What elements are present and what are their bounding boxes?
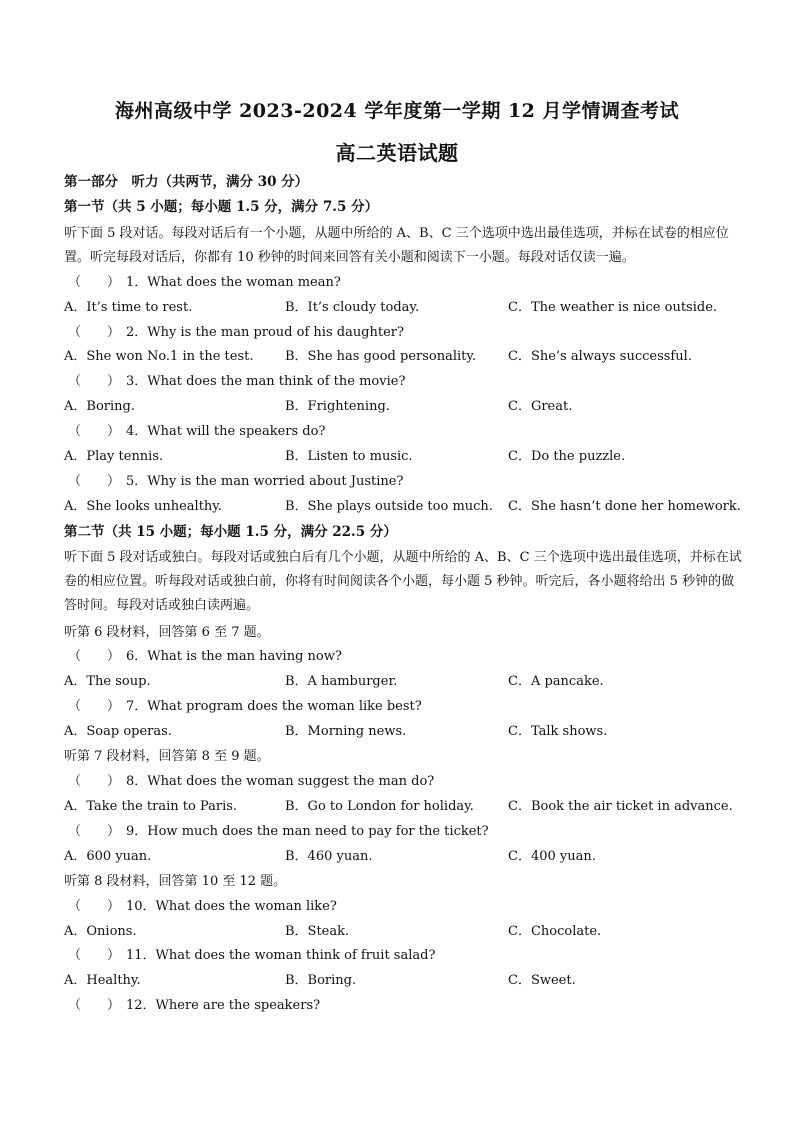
option-b: B．Steak. [285, 924, 350, 939]
option-a: A．Play tennis. [64, 449, 164, 464]
question-text: 4．What will the speakers do? [126, 424, 326, 439]
option-c: C．A pancake. [508, 674, 604, 689]
question-5 [68, 473, 403, 491]
option-a: A．The soup. [64, 674, 151, 689]
question-8 [68, 773, 434, 791]
option-b: B．Listen to music. [285, 449, 413, 464]
option-c: C．Chocolate. [508, 924, 602, 939]
answer-blank[interactable]: （ ） [68, 424, 121, 439]
option-b: B．A hamburger. [285, 674, 398, 689]
question-4 [68, 423, 325, 441]
option-c: C．400 yuan. [508, 849, 596, 864]
section2-instructions: 听下面 5 段对话或独白。每段对话或独白后有几个小题，从题中所给的 A、B、C 三个选项中选出最佳选项，并标在试卷的相应位置。听每段对话或独白前，你将有时间阅读各个小题，每小题 5 秒钟。听完后，各小题将给出 5 秒钟的做答时间。每段对话或独白读两遍。 [64, 550, 742, 613]
option-c: C．Talk shows. [508, 724, 608, 739]
question-text: 10．What does the woman like? [126, 899, 337, 914]
exam-subtitle: 高二英语试题 [335, 141, 459, 165]
section1-heading: 第一节（共 5 小题；每小题 1.5 分，满分 7.5 分） [64, 199, 379, 215]
option-c: C．Great. [508, 399, 573, 414]
question-text: 1．What does the woman mean? [126, 275, 341, 290]
option-a: A．She looks unhealthy. [64, 499, 223, 514]
question-2 [68, 324, 404, 342]
option-c: C．The weather is nice outside. [508, 300, 718, 315]
option-b: B．It’s cloudy today. [285, 300, 420, 315]
question-7 [68, 698, 422, 716]
question-1 [68, 274, 341, 292]
option-b: B．Frightening. [285, 399, 390, 414]
question-text: 12．Where are the speakers? [126, 998, 321, 1013]
question-text: 3．What does the man think of the movie? [126, 374, 406, 389]
option-a: A．She won No.1 in the test. [64, 349, 254, 364]
question-text: 6．What is the man having now? [126, 649, 342, 664]
question-text: 9．How much does the man need to pay for the ticket? [126, 824, 489, 839]
material-8-note: 听第 8 段材料，回答第 10 至 12 题。 [64, 874, 287, 889]
section1-instructions: 听下面 5 段对话。每段对话后有一个小题，从题中所给的 A、B、C 三个选项中选出最佳选项，并标在试卷的相应位置。听完每段对话后，你都有 10 秒钟的时间来回答有关小题和阅读下一小题。每段对话仅读一遍。 [64, 226, 729, 265]
question-6 [68, 648, 342, 666]
question-text: 5．Why is the man worried about Justine? [126, 474, 404, 489]
option-c: C．She hasn’t done her homework. [508, 499, 741, 514]
option-a: A．600 yuan. [64, 849, 152, 864]
question-12 [68, 997, 320, 1015]
exam-title: 海州高级中学 2023-2024 学年度第一学期 12 月学情调查考试 [114, 100, 680, 122]
section2-heading: 第二节（共 15 小题；每小题 1.5 分，满分 22.5 分） [64, 524, 397, 540]
material-6-note: 听第 6 段材料，回答第 6 至 7 题。 [64, 625, 270, 640]
option-b: B．Morning news. [285, 724, 407, 739]
question-text: 7．What program does the woman like best? [126, 699, 422, 714]
option-b: B．Boring. [285, 973, 357, 988]
question-text: 8．What does the woman suggest the man do? [126, 774, 435, 789]
option-c: C．Book the air ticket in advance. [508, 799, 733, 814]
answer-blank[interactable]: （ ） [68, 899, 121, 914]
option-a: A．Onions. [64, 924, 137, 939]
answer-blank[interactable]: （ ） [68, 998, 121, 1013]
answer-blank[interactable]: （ ） [68, 325, 121, 340]
part1-heading: 第一部分 听力（共两节，满分 30 分） [64, 174, 309, 190]
option-b: B．She has good personality. [285, 349, 477, 364]
option-a: A．Boring. [64, 399, 135, 414]
question-10 [68, 898, 337, 916]
answer-blank[interactable]: （ ） [68, 774, 121, 789]
option-c: C．Do the puzzle. [508, 449, 626, 464]
option-c: C．Sweet. [508, 973, 576, 988]
option-a: A．Soap operas. [64, 724, 172, 739]
question-text: 11．What does the woman think of fruit salad? [126, 948, 436, 963]
answer-blank[interactable]: （ ） [68, 374, 121, 389]
answer-blank[interactable]: （ ） [68, 948, 121, 963]
option-b: B．460 yuan. [285, 849, 373, 864]
option-b: B．Go to London for holiday. [285, 799, 474, 814]
material-7-note: 听第 7 段材料，回答第 8 至 9 题。 [64, 749, 270, 764]
question-3 [68, 373, 405, 391]
answer-blank[interactable]: （ ） [68, 824, 121, 839]
answer-blank[interactable]: （ ） [68, 474, 121, 489]
question-9 [68, 823, 489, 841]
option-a: A．It’s time to rest. [64, 300, 193, 315]
option-a: A．Healthy. [64, 973, 141, 988]
answer-blank[interactable]: （ ） [68, 275, 121, 290]
question-11 [68, 947, 435, 965]
option-a: A．Take the train to Paris. [64, 799, 238, 814]
answer-blank[interactable]: （ ） [68, 699, 121, 714]
question-text: 2．Why is the man proud of his daughter? [126, 325, 404, 340]
option-c: C．She’s always successful. [508, 349, 692, 364]
answer-blank[interactable]: （ ） [68, 649, 121, 664]
option-b: B．She plays outside too much. [285, 499, 493, 514]
